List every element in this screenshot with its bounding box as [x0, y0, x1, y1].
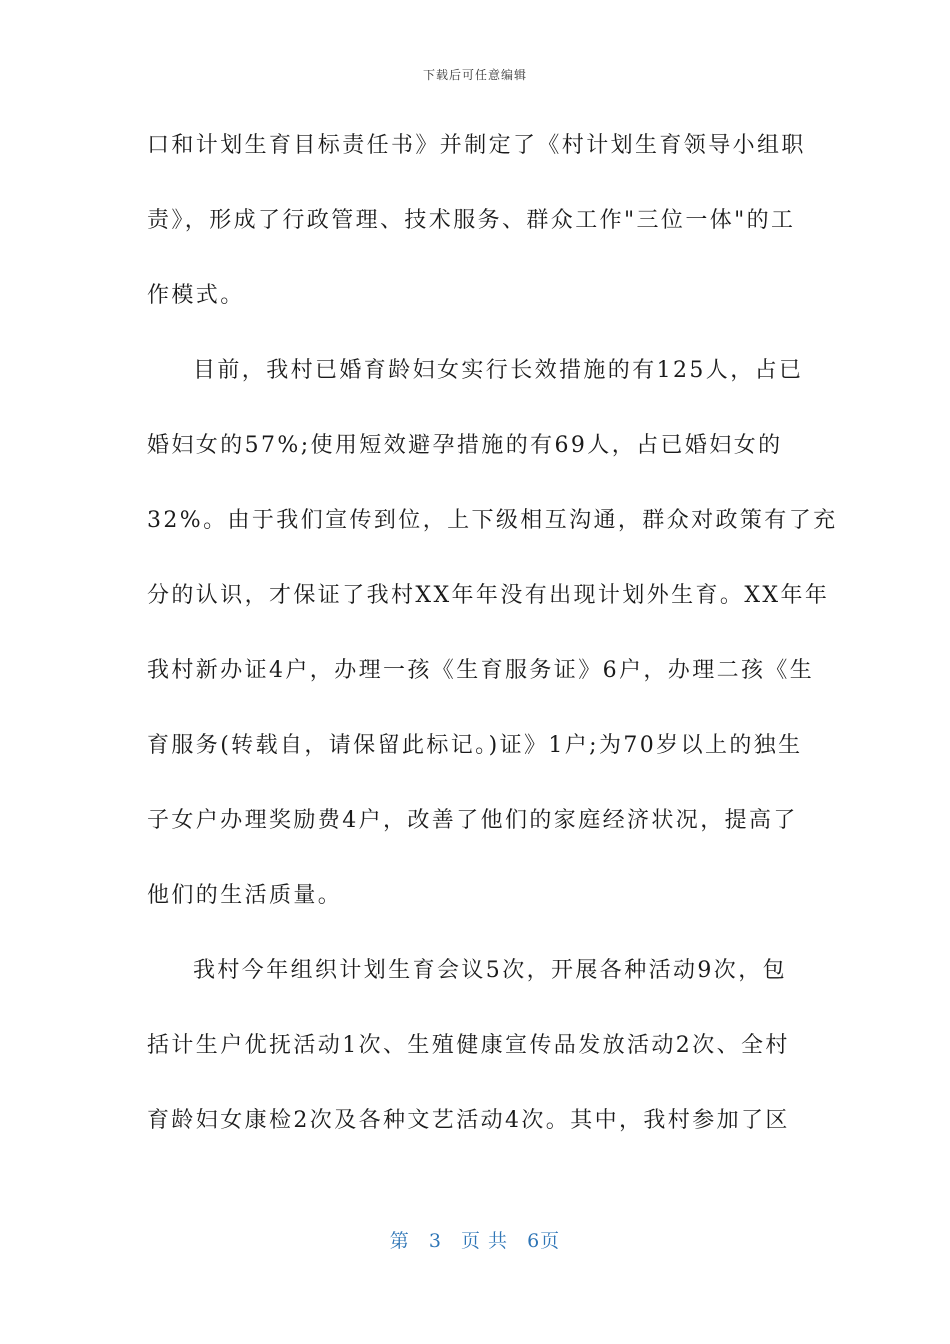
footer-total-pages: 6页: [527, 1230, 561, 1252]
body-line-13: 括计生户优抚活动1次、生殖健康宣传品发放活动2次、全村: [147, 1033, 790, 1058]
body-line-11: 他们的生活质量。: [147, 883, 343, 908]
body-line-5: 婚妇女的57%;使用短效避孕措施的有69人，占已婚妇女的: [147, 433, 783, 458]
body-line-1: 口和计划生育目标责任书》并制定了《村计划生育领导小组职: [147, 133, 806, 158]
document-body: [147, 126, 838, 1176]
body-line-3: 作模式。: [147, 283, 245, 308]
body-line-6: 32%。由于我们宣传到位，上下级相互沟通，群众对政策有了充: [147, 508, 838, 533]
footer-middle: 页 共: [461, 1230, 509, 1252]
footer-prefix: 第: [389, 1230, 410, 1252]
paragraph-2-line-1: 目前，我村已婚育龄妇女实行长效措施的有125人，占已: [193, 358, 804, 383]
body-line-14: 育龄妇女康检2次及各种文艺活动4次。其中，我村参加了区: [147, 1108, 790, 1133]
body-line-2: 责》，形成了行政管理、技术服务、群众工作"三位一体"的工: [147, 208, 796, 233]
footer-current-page: 3: [428, 1230, 442, 1252]
body-line-10: 子女户办理奖励费4户，改善了他们的家庭经济状况，提高了: [147, 808, 798, 833]
paragraph-3-line-1: 我村今年组织计划生育会议5次，开展各种活动9次，包: [193, 958, 787, 983]
body-line-9: 育服务(转载自，请保留此标记。)证》1户;为70岁以上的独生: [147, 733, 803, 758]
page-header-note: 下载后可任意编辑: [422, 68, 527, 82]
body-line-7: 分的认识，才保证了我村XX年年没有出现计划外生育。XX年年: [147, 583, 830, 608]
body-line-8: 我村新办证4户，办理一孩《生育服务证》6户，办理二孩《生: [147, 658, 815, 683]
page-number-footer: [0, 1226, 950, 1253]
